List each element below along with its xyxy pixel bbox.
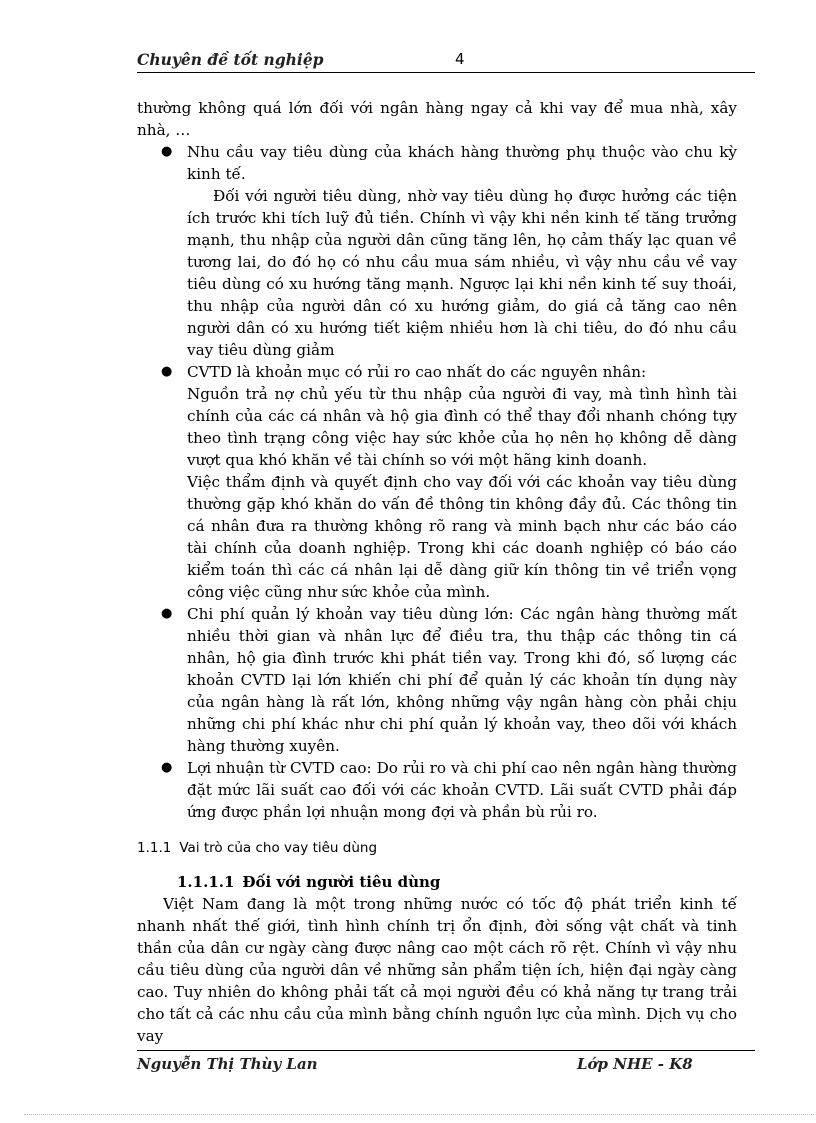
- bullet-dot-icon: ●: [161, 364, 173, 379]
- page-number: 4: [455, 50, 465, 68]
- subsection-title: Đối với người tiêu dùng: [242, 873, 441, 891]
- bullet-paragraph: Nguồn trả nợ chủ yếu từ thu nhập của người đi vay, mà tình hình tài chính của các cá nhân và hộ gia đình có thể thay đổi nhanh chóng tựy theo tình trạng công việc hay sức khỏe của họ nên họ không dễ dàng vượt qua khó khăn về tài chính so với một hãng kinh doanh.: [187, 385, 737, 469]
- section-number: 1.1.1: [137, 840, 172, 856]
- paragraph-final: Việt Nam đang là một trong những nước có tốc độ phát triển kinh tế nhanh nhất thế giới, tình hình chính trị ổn định, đời sống vật chất và tinh thần của dân cư ngày càng được nâng cao một cách rõ rệt. Chính vì vậy nhu cầu tiêu dùng của người dân về những sản phẩm tiện ích, hiện đại ngày càng cao. Tuy nhiên do không phải tất cả mọi người đều có khả năng tự trang trải cho tất cả các nhu cầu của mình bằng chính nguồn lực của mình. Dịch vụ cho vay: [137, 895, 737, 1045]
- subsection-number: 1.1.1.1: [177, 873, 235, 891]
- header-title: Chuyên đề tốt nghiệp: [137, 50, 324, 69]
- document-body: [137, 97, 737, 1047]
- paragraph-continuation: thường không quá lớn đối với ngân hàng ngay cả khi vay để mua nhà, xây nhà, …: [137, 99, 737, 139]
- subsection-heading: [177, 871, 737, 893]
- bullet-item: [137, 141, 737, 361]
- bullet-text: Chi phí quản lý khoản vay tiêu dùng lớn: Các ngân hàng thường mất nhiều thời gian và nhân lực để điều tra, thu thập các thông tin cá nhân, hộ gia đình trước khi phát tiền vay. Trong khi đó, số lượng các khoản CVTD lại lớn khiến chi phí để quản lý các khoản tín dụng này của ngân hàng là rất lớn, không những vậy ngân hàng còn phải chịu những chi phí khác như chi phí quản lý khoản vay, theo dõi với khách hàng thường xuyên.: [187, 605, 737, 755]
- bullet-text: Lợi nhuận từ CVTD cao: Do rủi ro và chi phí cao nên ngân hàng thường đặt mức lãi suất cao đối với các khoản CVTD. Lãi suất CVTD phải đáp ứng được phần lợi nhuận mong đợi và phần bù rủi ro.: [187, 759, 737, 821]
- bullet-dot-icon: ●: [161, 760, 173, 775]
- bullet-item: [137, 361, 737, 603]
- bullet-text: Nhu cầu vay tiêu dùng của khách hàng thường phụ thuộc vào chu kỳ kinh tế.: [187, 143, 737, 183]
- page-footer: [137, 1050, 755, 1081]
- page-bottom-border: [24, 1114, 814, 1115]
- page-header: [137, 48, 755, 73]
- section-heading: [137, 837, 737, 859]
- bullet-dot-icon: ●: [161, 144, 173, 159]
- bullet-paragraph: Đối với người tiêu dùng, nhờ vay tiêu dùng họ được hưởng các tiện ích trước khi tích luỹ đủ tiền. Chính vì vậy khi nền kinh tế tăng trưởng mạnh, thu nhập của người dân cũng tăng lên, họ cảm thấy lạc quan về tương lai, do đó họ có nhu cầu mua sám nhiều, vì vậy nhu cầu về vay tiêu dùng có xu hướng tăng mạnh. Ngược lại khi nền kinh tế suy thoái, thu nhập của người dân có xu hướng giảm, do giá cả tăng cao nên người dân có xu hướng tiết kiệm nhiều hơn là chi tiêu, do đó nhu cầu vay tiêu dùng giảm: [187, 187, 737, 359]
- bullet-item: [137, 757, 737, 823]
- footer-author: Nguyễn Thị Thùy Lan: [137, 1055, 318, 1073]
- footer-class: Lớp NHE - K8: [577, 1055, 693, 1073]
- bullet-paragraph: Việc thẩm định và quyết định cho vay đối với các khoản vay tiêu dùng thường gặp khó khăn do vấn đề thông tin không đầy đủ. Các thông tin cá nhân đưa ra thường không rõ rang và minh bạch như các báo cáo tài chính của doanh nghiệp. Trong khi các doanh nghiệp có báo cáo kiểm toán thì các cá nhân lại dễ dàng giữ kín thông tin về triển vọng công việc cũng như sức khỏe của mình.: [187, 473, 737, 601]
- bullet-item: [137, 603, 737, 757]
- section-title: Vai trò của cho vay tiêu dùng: [179, 840, 378, 856]
- bullet-text: CVTD là khoản mục có rủi ro cao nhất do các nguyên nhân:: [187, 363, 647, 381]
- bullet-dot-icon: ●: [161, 606, 173, 621]
